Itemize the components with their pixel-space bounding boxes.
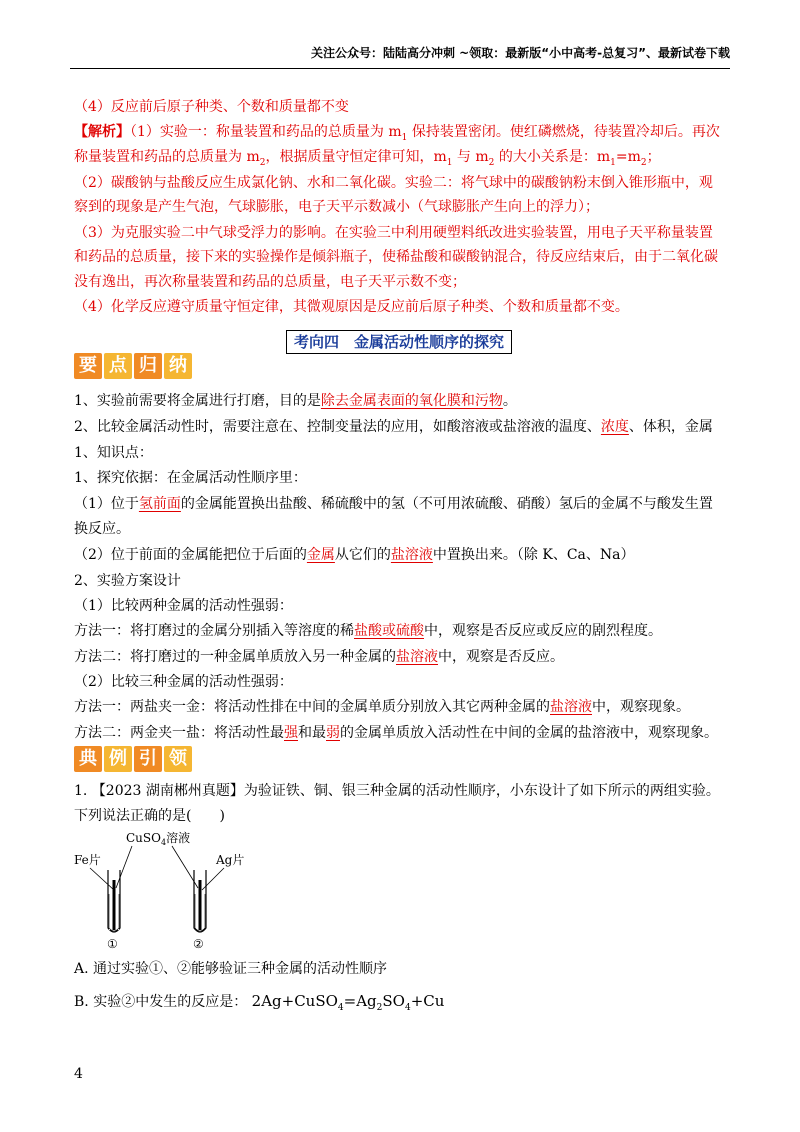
page-header: 关注公众号：陆陆高分冲刺 ~领取：最新版“小中高考-总复习”、最新试卷下载 bbox=[311, 46, 730, 60]
note-line-2 bbox=[74, 416, 713, 438]
answer-underline: 盐溶液 bbox=[396, 649, 438, 665]
badge-char: 例 bbox=[104, 746, 132, 772]
note-line-1 bbox=[74, 390, 517, 412]
section-title: 考向四 金属活动性顺序的探究 bbox=[286, 330, 512, 354]
answer-line-9: （4）化学反应遵守质量守恒定律，其微观原因是反应前后原子种类、个数和质量都不变。 bbox=[74, 299, 629, 315]
note-line-8: 2、实验方案设计 bbox=[74, 573, 181, 589]
badge-char: 纳 bbox=[164, 353, 192, 379]
example-badge bbox=[74, 746, 192, 772]
note-text: 、体积，金属 bbox=[628, 419, 713, 435]
note-text: 的金属能置换出盐酸、稀硫酸中的氢（不可用浓硫酸、硝酸）氢后的金属不与酸发生置 bbox=[180, 496, 713, 512]
analysis-text: ； bbox=[646, 149, 661, 165]
note-line-5 bbox=[74, 493, 713, 515]
answer-underline: 浓度 bbox=[600, 419, 629, 435]
note-line-12: （2）比较三种金属的活动性强弱： bbox=[74, 674, 293, 690]
note-text: 中置换出来。（除 K、Ca、Na） bbox=[432, 547, 635, 563]
analysis-text: =m bbox=[615, 149, 641, 165]
subscript: 1 bbox=[446, 157, 453, 168]
analysis-text: 与 m bbox=[452, 149, 489, 165]
answer-underline: 氢前面 bbox=[138, 496, 181, 512]
note-text: 方法二：两金夹一盐：将活动性最 bbox=[74, 725, 284, 741]
subscript: 2 bbox=[488, 157, 495, 168]
badge-char: 典 bbox=[74, 746, 102, 772]
subscript: 2 bbox=[640, 157, 647, 168]
subscript: 1 bbox=[401, 132, 408, 143]
test-tube-2 bbox=[194, 870, 206, 932]
answer-underline: 金属 bbox=[306, 547, 335, 563]
option-b-text: B. 实验②中发生的反应是： bbox=[74, 994, 248, 1010]
ag-label: Ag片 bbox=[216, 853, 245, 867]
option-b-equation: $2Ag+CuSO_4=Ag_2SO_4+Cu$ bbox=[251, 992, 445, 1013]
note-line-11 bbox=[74, 646, 564, 668]
badge-char: 点 bbox=[104, 353, 132, 379]
answer-underline: 强 bbox=[284, 725, 298, 741]
note-text: （2）位于前面的金属能把位于后面的 bbox=[74, 547, 307, 563]
answer-line-2 bbox=[74, 121, 720, 149]
note-text: 方法一：两盐夹一金：将活动性排在中间的金属单质分别放入其它两种金属的 bbox=[74, 699, 550, 715]
cuso4-label: CuSO$_4$溶液 bbox=[126, 831, 191, 847]
note-line-3: 1、知识点： bbox=[74, 445, 153, 461]
test-tube-1 bbox=[108, 870, 120, 932]
summary-badge bbox=[74, 353, 192, 379]
answer-line-1: （4）反应前后原子种类、个数和质量都不变 bbox=[74, 99, 349, 115]
note-text: 中，观察是否反应或反应的剧烈程度。 bbox=[424, 623, 662, 639]
note-text: 的金属单质放入活动性在中间的金属的盐溶液中，观察现象。 bbox=[340, 725, 718, 741]
analysis-text: 的大小关系是：m bbox=[494, 149, 611, 165]
tube-1-label: ① bbox=[107, 937, 118, 951]
analysis-text: 保持装置密闭。使红磷燃烧，待装置冷却后。再次 bbox=[407, 124, 720, 140]
note-text: 方法二：将打磨过的一种金属单质放入另一种金属的 bbox=[74, 649, 396, 665]
answer-underline: 盐溶液 bbox=[550, 699, 592, 715]
subscript: 1 bbox=[610, 157, 616, 168]
page-number: 4 bbox=[74, 1066, 83, 1082]
test-tube-figure bbox=[74, 828, 254, 952]
answer-line-7: 和药品的总质量，接下来的实验操作是倾斜瓶子，使稀盐酸和碳酸钠混合，待反应结束后，由于二氧化碳 bbox=[74, 249, 718, 265]
note-text: 方法一：将打磨过的金属分别插入等溶度的稀 bbox=[74, 623, 354, 639]
subscript: 2 bbox=[259, 157, 266, 168]
badge-char: 归 bbox=[134, 353, 162, 379]
note-text: 中，观察是否反应。 bbox=[438, 649, 564, 665]
note-line-9: （1）比较两种金属的活动性强弱： bbox=[74, 598, 293, 614]
badge-char: 领 bbox=[164, 746, 192, 772]
answer-underline: 弱 bbox=[326, 725, 340, 741]
note-line-14 bbox=[74, 722, 718, 744]
answer-underline: 盐酸或硫酸 bbox=[354, 623, 424, 639]
note-line-10 bbox=[74, 620, 662, 642]
option-b bbox=[74, 990, 444, 1019]
note-line-13 bbox=[74, 696, 690, 718]
answer-line-4: （2）碳酸钠与盐酸反应生成氯化钠、水和二氧化碳。实验二：将气球中的碳酸钠粉末倒入锥形瓶中，观 bbox=[74, 175, 713, 191]
note-text: 2、比较金属活动性时，需要注意在、控制变量法的应用，如酸溶液或盐溶液的温度、 bbox=[74, 419, 601, 435]
note-text: 1、实验前需要将金属进行打磨，目的是 bbox=[74, 393, 321, 409]
note-text: 。 bbox=[502, 393, 517, 409]
answer-underline: 除去金属表面的氧化膜和污物 bbox=[320, 393, 503, 409]
analysis-text: （1）实验一：称量装置和药品的总质量为 m bbox=[130, 124, 402, 140]
analysis-label: 【解析】 bbox=[74, 124, 130, 140]
analysis-text: 称量装置和药品的总质量为 m bbox=[74, 149, 260, 165]
note-text: （1）位于 bbox=[74, 496, 139, 512]
analysis-text: ，根据质量守恒定律可知，m bbox=[265, 149, 447, 165]
note-text: 和最 bbox=[298, 725, 326, 741]
note-text: 中，观察现象。 bbox=[592, 699, 690, 715]
fe-label: Fe片 bbox=[74, 853, 101, 867]
note-line-4: 1、探究依据：在金属活动性顺序里： bbox=[74, 470, 307, 486]
answer-underline: 盐溶液 bbox=[390, 547, 433, 563]
note-line-6: 换反应。 bbox=[74, 521, 130, 537]
answer-line-6: （3）为克服实验二中气球受浮力的影响。在实验三中利用硬塑料纸改进实验装置，用电子天平称量装置 bbox=[74, 225, 713, 241]
header-rule bbox=[70, 68, 730, 69]
option-a: A. 通过实验①、②能够验证三种金属的活动性顺序 bbox=[74, 961, 388, 977]
answer-line-5: 察到的现象是产生气泡，气球膨胀，电子天平示数减小（气球膨胀产生向上的浮力）； bbox=[74, 199, 599, 215]
question-prompt: 下列说法正确的是( ) bbox=[74, 808, 225, 824]
note-text: 从它们的 bbox=[334, 547, 391, 563]
question-stem: 1. 【2023 湖南郴州真题】为验证铁、铜、银三种金属的活动性顺序，小东设计了如下所示的两组实验。 bbox=[74, 783, 720, 799]
note-line-7 bbox=[74, 544, 634, 566]
badge-char: 引 bbox=[134, 746, 162, 772]
answer-line-8: 没有逸出，再次称量装置和药品的总质量，电子天平示数不变； bbox=[74, 274, 466, 290]
answer-line-3 bbox=[74, 146, 661, 174]
badge-char: 要 bbox=[74, 353, 102, 379]
tube-2-label: ② bbox=[193, 937, 204, 951]
